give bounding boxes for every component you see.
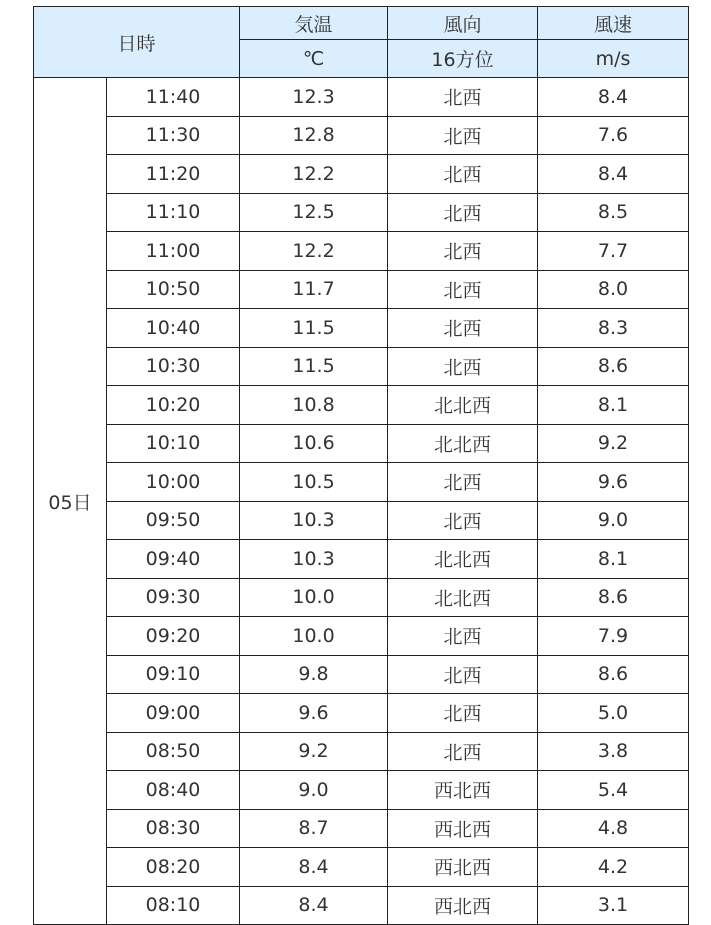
wind-dir-cell: 北北西 xyxy=(388,386,538,425)
time-cell: 11:30 xyxy=(107,116,240,155)
temp-cell: 10.3 xyxy=(240,540,388,579)
temp-cell: 10.6 xyxy=(240,424,388,463)
wind-dir-cell: 西北西 xyxy=(388,886,538,925)
wind-speed-cell: 8.6 xyxy=(538,347,689,386)
table-row xyxy=(34,578,689,617)
wind-speed-cell: 8.4 xyxy=(538,78,689,117)
temp-cell: 10.8 xyxy=(240,386,388,425)
wind-dir-cell: 北北西 xyxy=(388,424,538,463)
observation-table xyxy=(33,6,689,925)
table-row xyxy=(34,386,689,425)
wind-speed-cell: 3.1 xyxy=(538,886,689,925)
time-cell: 09:40 xyxy=(107,540,240,579)
temp-cell: 11.7 xyxy=(240,270,388,309)
wind-dir-cell: 北西 xyxy=(388,116,538,155)
wind-speed-cell: 8.1 xyxy=(538,540,689,579)
wind-speed-cell: 9.2 xyxy=(538,424,689,463)
temp-cell: 10.5 xyxy=(240,463,388,502)
table-row xyxy=(34,193,689,232)
wind-dir-header: 風向 xyxy=(388,7,538,40)
table-row xyxy=(34,617,689,656)
wind-dir-cell: 西北西 xyxy=(388,848,538,887)
table-header xyxy=(34,7,689,78)
time-cell: 10:50 xyxy=(107,270,240,309)
day-cell: 05日 xyxy=(34,78,107,925)
wind-dir-cell: 北北西 xyxy=(388,540,538,579)
wind-speed-cell: 8.3 xyxy=(538,309,689,348)
wind-speed-cell: 4.8 xyxy=(538,809,689,848)
temp-cell: 9.2 xyxy=(240,732,388,771)
wind-dir-cell: 北西 xyxy=(388,78,538,117)
table-row xyxy=(34,424,689,463)
time-cell: 10:40 xyxy=(107,309,240,348)
temp-cell: 11.5 xyxy=(240,347,388,386)
wind-dir-cell: 北北西 xyxy=(388,578,538,617)
temp-cell: 10.0 xyxy=(240,578,388,617)
temp-cell: 12.2 xyxy=(240,232,388,271)
temp-cell: 9.8 xyxy=(240,655,388,694)
wind-speed-unit: m/s xyxy=(538,40,689,78)
wind-dir-cell: 西北西 xyxy=(388,809,538,848)
time-cell: 11:40 xyxy=(107,78,240,117)
temp-cell: 12.2 xyxy=(240,155,388,194)
table-row xyxy=(34,655,689,694)
table-row xyxy=(34,463,689,502)
time-cell: 09:00 xyxy=(107,694,240,733)
table-row xyxy=(34,694,689,733)
wind-speed-cell: 8.0 xyxy=(538,270,689,309)
wind-dir-cell: 北西 xyxy=(388,501,538,540)
wind-speed-cell: 8.1 xyxy=(538,386,689,425)
table-row xyxy=(34,886,689,925)
wind-speed-cell: 5.0 xyxy=(538,694,689,733)
wind-dir-cell: 北西 xyxy=(388,617,538,656)
time-cell: 08:30 xyxy=(107,809,240,848)
wind-dir-cell: 西北西 xyxy=(388,771,538,810)
temp-cell: 9.0 xyxy=(240,771,388,810)
wind-dir-cell: 北西 xyxy=(388,655,538,694)
time-cell: 08:20 xyxy=(107,848,240,887)
table-row xyxy=(34,771,689,810)
wind-speed-cell: 7.6 xyxy=(538,116,689,155)
temp-cell: 10.0 xyxy=(240,617,388,656)
header-row-labels xyxy=(34,7,689,40)
table-body xyxy=(34,78,689,925)
wind-speed-cell: 5.4 xyxy=(538,771,689,810)
temp-cell: 10.3 xyxy=(240,501,388,540)
time-cell: 08:40 xyxy=(107,771,240,810)
table-row xyxy=(34,501,689,540)
time-cell: 09:30 xyxy=(107,578,240,617)
wind-dir-cell: 北西 xyxy=(388,694,538,733)
table-row xyxy=(34,309,689,348)
table-row xyxy=(34,848,689,887)
wind-speed-cell: 9.6 xyxy=(538,463,689,502)
wind-dir-cell: 北西 xyxy=(388,193,538,232)
wind-speed-cell: 8.4 xyxy=(538,155,689,194)
wind-dir-cell: 北西 xyxy=(388,732,538,771)
table-row xyxy=(34,155,689,194)
temp-header: 気温 xyxy=(240,7,388,40)
wind-dir-cell: 北西 xyxy=(388,155,538,194)
table-row xyxy=(34,540,689,579)
time-cell: 09:10 xyxy=(107,655,240,694)
time-cell: 08:50 xyxy=(107,732,240,771)
table-row xyxy=(34,809,689,848)
temp-cell: 8.7 xyxy=(240,809,388,848)
wind-dir-cell: 北西 xyxy=(388,270,538,309)
time-cell: 09:20 xyxy=(107,617,240,656)
table-row xyxy=(34,270,689,309)
time-cell: 11:10 xyxy=(107,193,240,232)
time-cell: 10:20 xyxy=(107,386,240,425)
temp-unit: ℃ xyxy=(240,40,388,78)
wind-dir-unit: 16方位 xyxy=(388,40,538,78)
wind-speed-cell: 8.5 xyxy=(538,193,689,232)
time-cell: 09:50 xyxy=(107,501,240,540)
wind-dir-cell: 北西 xyxy=(388,309,538,348)
wind-speed-cell: 7.9 xyxy=(538,617,689,656)
wind-speed-header: 風速 xyxy=(538,7,689,40)
wind-speed-cell: 9.0 xyxy=(538,501,689,540)
wind-dir-cell: 北西 xyxy=(388,463,538,502)
wind-dir-cell: 北西 xyxy=(388,232,538,271)
time-cell: 10:00 xyxy=(107,463,240,502)
table-row xyxy=(34,116,689,155)
temp-cell: 8.4 xyxy=(240,886,388,925)
time-cell: 11:00 xyxy=(107,232,240,271)
temp-cell: 12.8 xyxy=(240,116,388,155)
time-cell: 10:30 xyxy=(107,347,240,386)
wind-speed-cell: 7.7 xyxy=(538,232,689,271)
table-row xyxy=(34,347,689,386)
table-row xyxy=(34,78,689,117)
wind-dir-cell: 北西 xyxy=(388,347,538,386)
observation-table-container xyxy=(33,6,688,925)
time-cell: 11:20 xyxy=(107,155,240,194)
wind-speed-cell: 4.2 xyxy=(538,848,689,887)
temp-cell: 12.3 xyxy=(240,78,388,117)
time-cell: 08:10 xyxy=(107,886,240,925)
temp-cell: 12.5 xyxy=(240,193,388,232)
temp-cell: 8.4 xyxy=(240,848,388,887)
table-row xyxy=(34,732,689,771)
table-row xyxy=(34,232,689,271)
wind-speed-cell: 8.6 xyxy=(538,655,689,694)
wind-speed-cell: 8.6 xyxy=(538,578,689,617)
temp-cell: 9.6 xyxy=(240,694,388,733)
wind-speed-cell: 3.8 xyxy=(538,732,689,771)
datetime-header: 日時 xyxy=(34,7,240,78)
temp-cell: 11.5 xyxy=(240,309,388,348)
time-cell: 10:10 xyxy=(107,424,240,463)
